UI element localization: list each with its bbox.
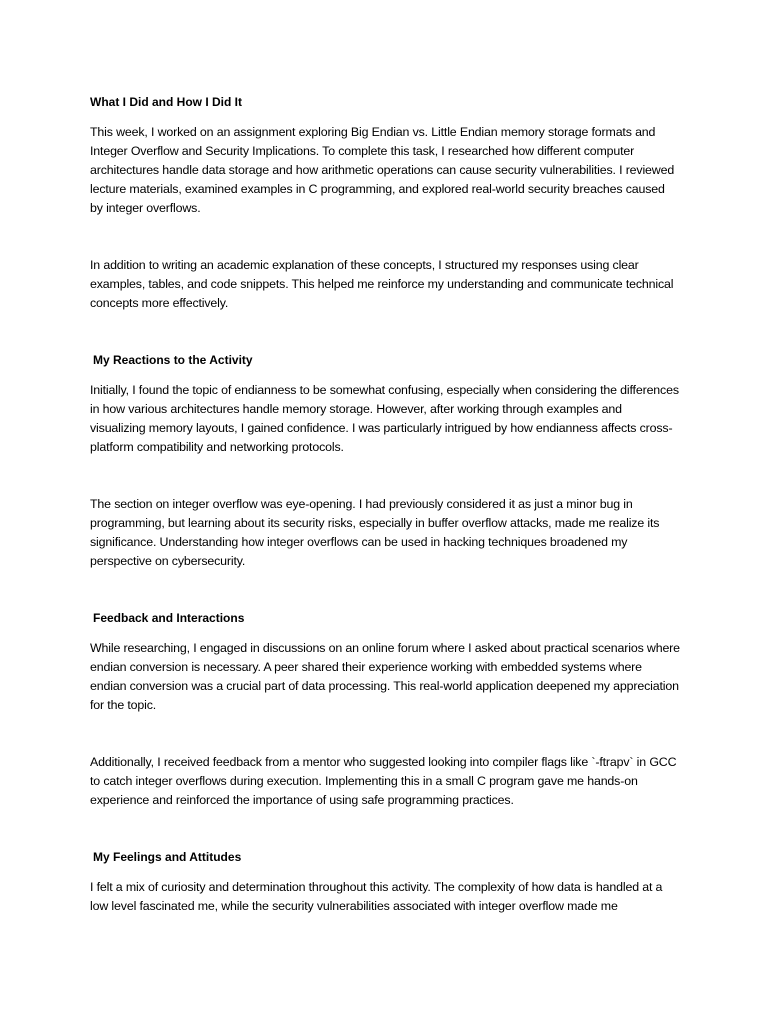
paragraph-reactions-1: Initially, I found the topic of endianness to be somewhat confusing, especially when considering the differences in how various architectures handle memory storage. However, after working through examples and visualizing memory layouts, I gained confidence. I was particularly intrigued by how endianness affects cross-platform compatibility and networking protocols. <box>90 383 679 454</box>
paragraph-feedback-1: While researching, I engaged in discussions on an online forum where I asked about practical scenarios where endian conversion is necessary. A peer shared their experience working with embedded systems where endian conversion was a crucial part of data processing. This real-world application deepened my appreciation for the topic. <box>90 641 680 712</box>
paragraph-what-i-did-2: In addition to writing an academic explanation of these concepts, I structured my responses using clear examples, tables, and code snippets. This helped me reinforce my understanding and communicate technical concepts more effectively. <box>90 258 674 310</box>
section-heading-feedback: Feedback and Interactions <box>93 611 245 625</box>
paragraph-feelings-1: I felt a mix of curiosity and determination throughout this activity. The complexity of how data is handled at a low level fascinated me, while the security vulnerabilities associated with integer overflow made me <box>90 880 663 913</box>
section-heading-what-i-did: What I Did and How I Did It <box>90 95 242 109</box>
paragraph-reactions-2: The section on integer overflow was eye-opening. I had previously considered it as just a minor bug in programming, but learning about its security risks, especially in buffer overflow attacks, made me realize its significance. Understanding how integer overflows can be used in hacking techniques broadened my perspective on cybersecurity. <box>90 497 660 568</box>
paragraph-what-i-did-1: This week, I worked on an assignment exploring Big Endian vs. Little Endian memory storage formats and Integer Overflow and Security Implications. To complete this task, I researched how different computer architectures handle data storage and how arithmetic operations can cause security vulnerabilities. I reviewed lecture materials, examined examples in C programming, and explored real-world security breaches caused by integer overflows. <box>90 125 675 215</box>
document-body <box>90 94 680 916</box>
section-heading-reactions: My Reactions to the Activity <box>93 353 253 367</box>
section-heading-feelings: My Feelings and Attitudes <box>93 850 242 864</box>
paragraph-feedback-2: Additionally, I received feedback from a mentor who suggested looking into compiler flags like `-ftrapv` in GCC to catch integer overflows during execution. Implementing this in a small C program gave me hands-on experience and reinforced the importance of using safe programming practices. <box>90 755 677 807</box>
